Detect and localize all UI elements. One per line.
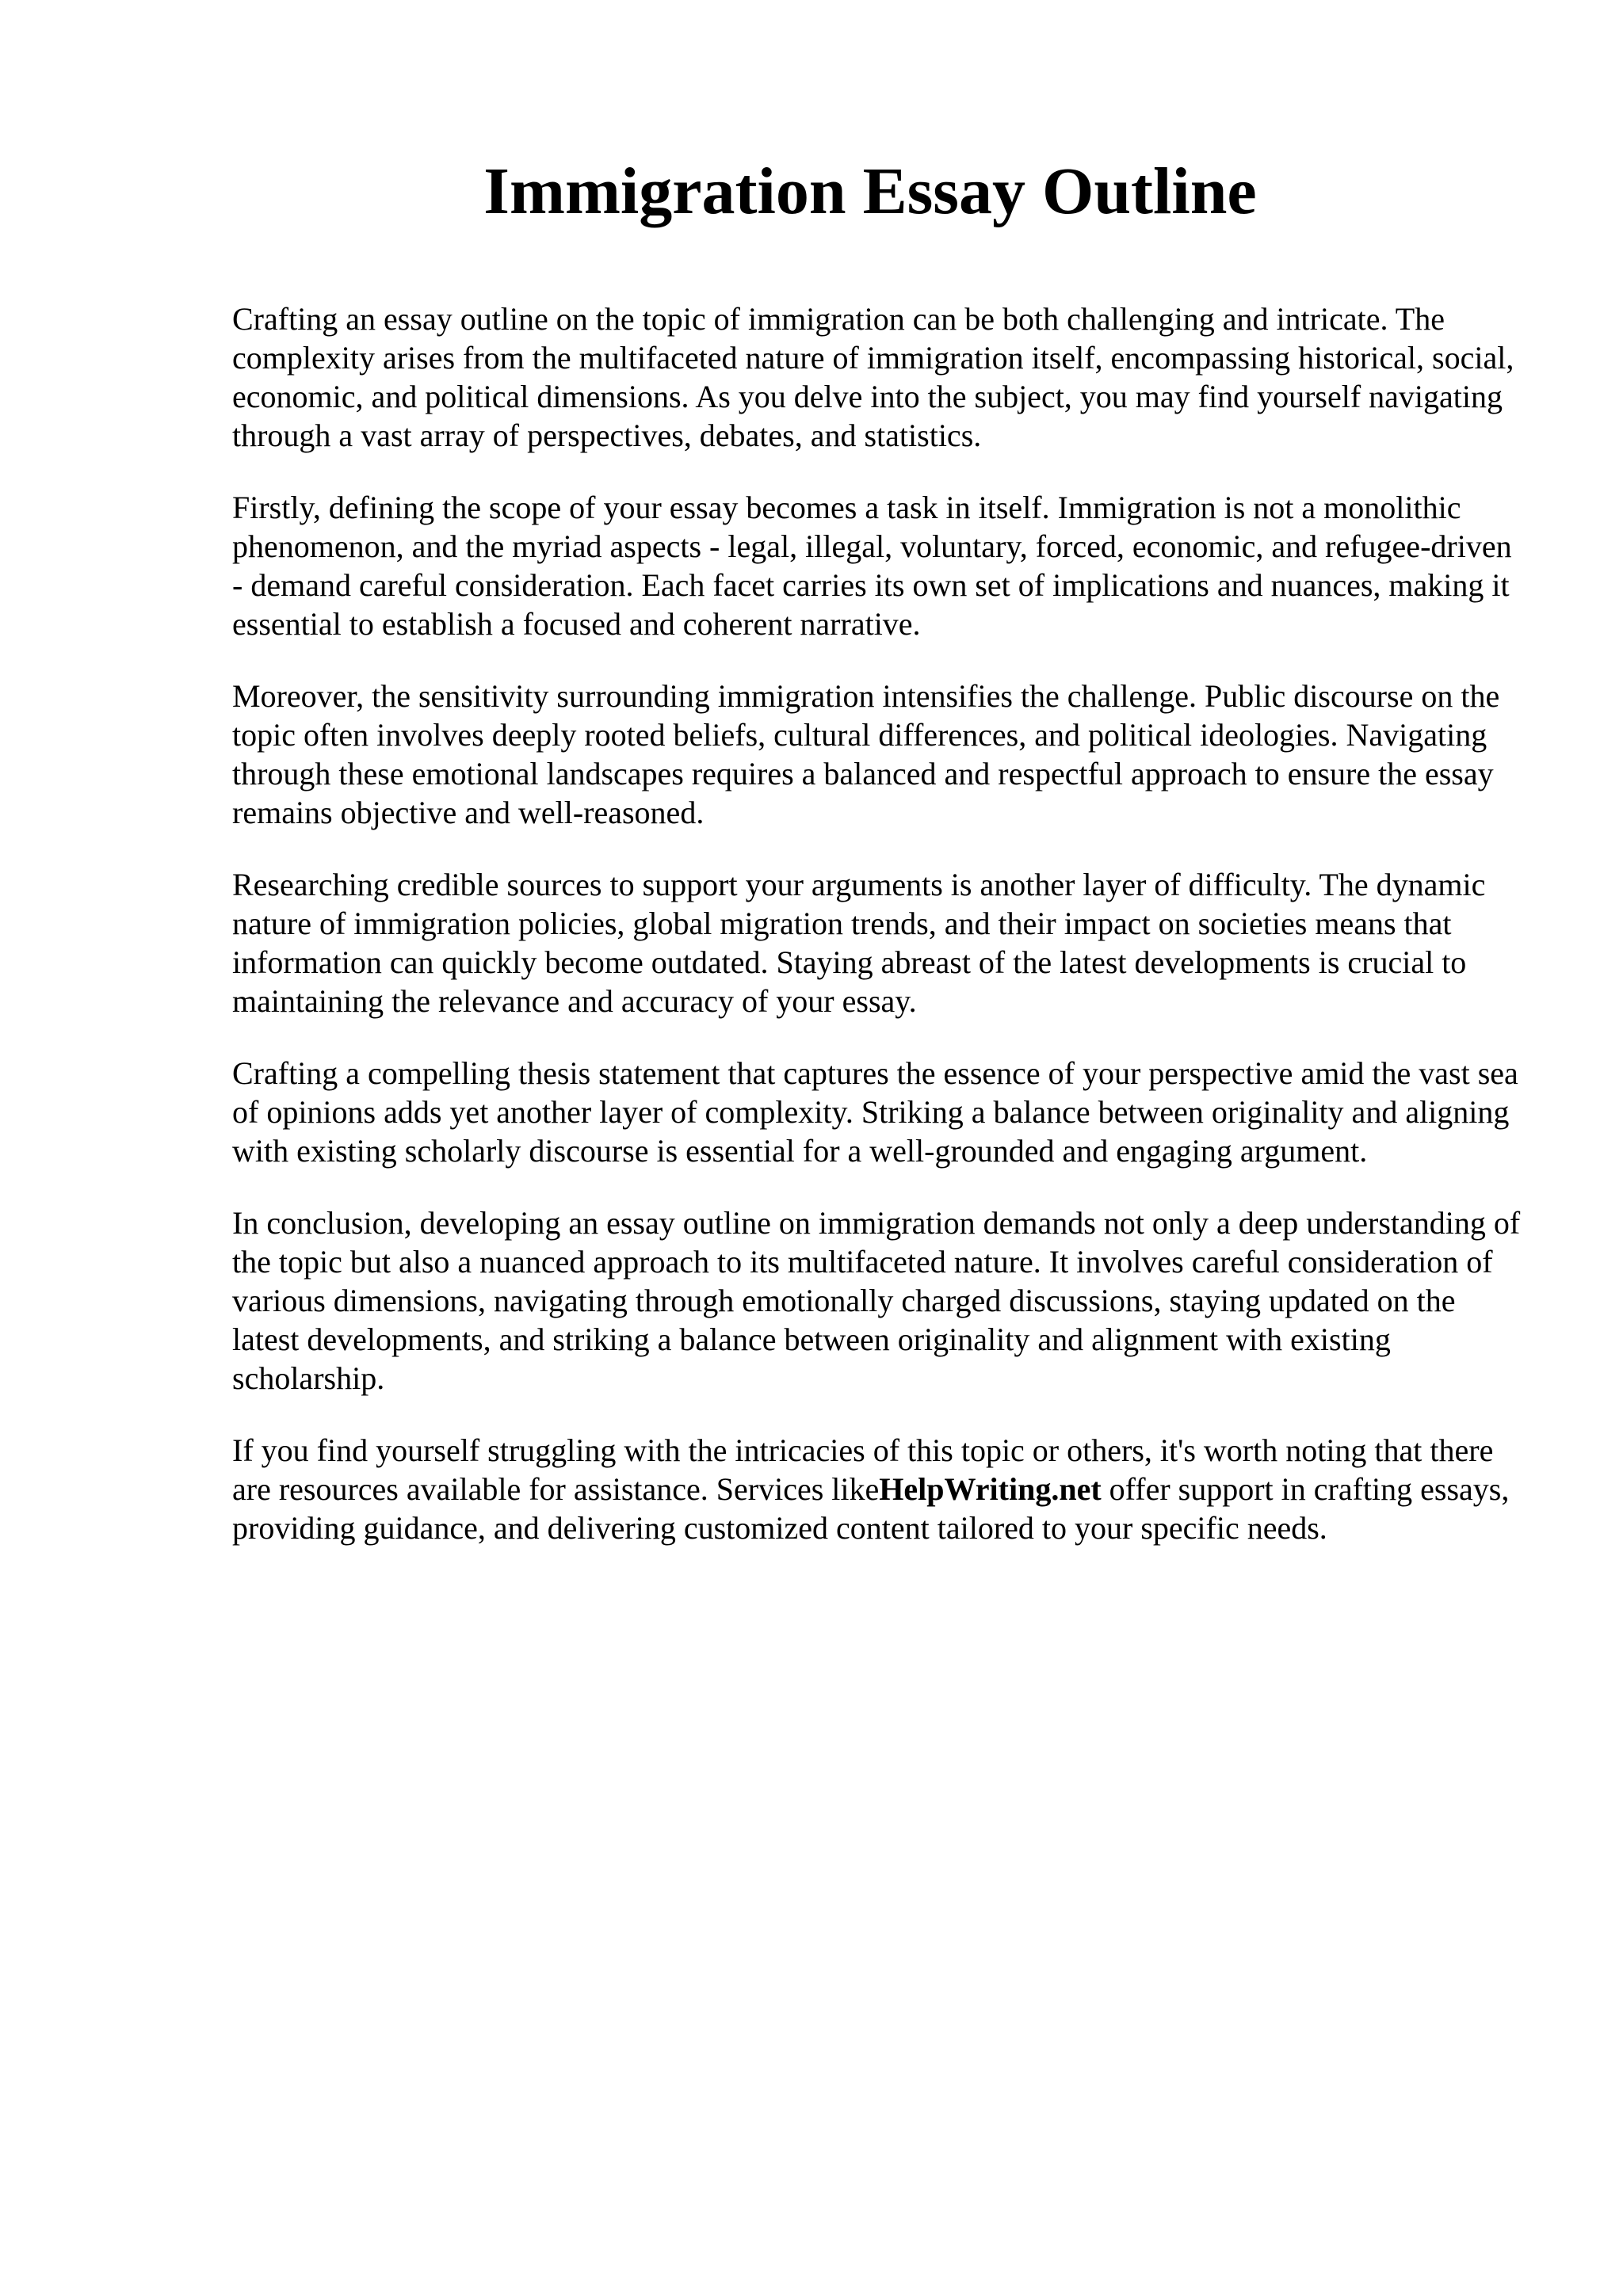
paragraph-sensitivity: Moreover, the sensitivity surrounding immigration intensifies the challenge. Public discourse on the topic often involves deeply rooted beliefs, cultural differences, and political ideologies. Navigating through these emotional landscapes requires a balanced and respectful approach to ensure the essay remains objective and well-reasoned. — [232, 678, 1500, 830]
document-body — [232, 299, 1524, 1581]
paragraph-intro: Crafting an essay outline on the topic of immigration can be both challenging and intricate. The complexity arises from the multifaceted nature of immigration itself, encompassing historical, social, economic, and political dimensions. As you delve into the subject, you may find yourself navigating through a vast array of perspectives, debates, and statistics. — [232, 301, 1514, 453]
brand-link[interactable]: HelpWriting.net — [879, 1471, 1102, 1507]
paragraph-conclusion: In conclusion, developing an essay outline on immigration demands not only a deep understanding of the topic but also a nuanced approach to its multifaceted nature. It involves careful consideration of various dimensions, navigating through emotionally charged discussions, staying updated on the latest developments, and striking a balance between originality and alignment with existing scholarship. — [232, 1205, 1521, 1396]
paragraph-resources — [232, 1431, 1524, 1547]
paragraph-research: Researching credible sources to support your arguments is another layer of difficulty. The dynamic nature of immigration policies, global migration trends, and their impact on societies means that information can quickly become outdated. Staying abreast of the latest developments is crucial to maintaining the relevance and accuracy of your essay. — [232, 867, 1486, 1019]
page-title: Immigration Essay Outline — [483, 154, 1257, 228]
paragraph-thesis: Crafting a compelling thesis statement that captures the essence of your perspective amid the vast sea of opinions adds yet another layer of complexity. Striking a balance between originality and aligning with existing scholarly discourse is essential for a well-grounded and engaging argument. — [232, 1055, 1518, 1169]
resources-text-after: offer support in crafting essays, providing guidance, and delivering customized content tailored to your specific needs. — [232, 1471, 1510, 1546]
resources-text-before: If you find yourself struggling with the intricacies of this topic or others, it's worth noting that there are resources available for assistance. Services like — [232, 1432, 1494, 1507]
paragraph-scope: Firstly, defining the scope of your essay becomes a task in itself. Immigration is not a monolithic phenomenon, and the myriad aspects - legal, illegal, voluntary, forced, economic, and refugee-driven - demand careful consideration. Each facet carries its own set of implications and nuances, making it essential to establish a focused and coherent narrative. — [232, 490, 1512, 642]
